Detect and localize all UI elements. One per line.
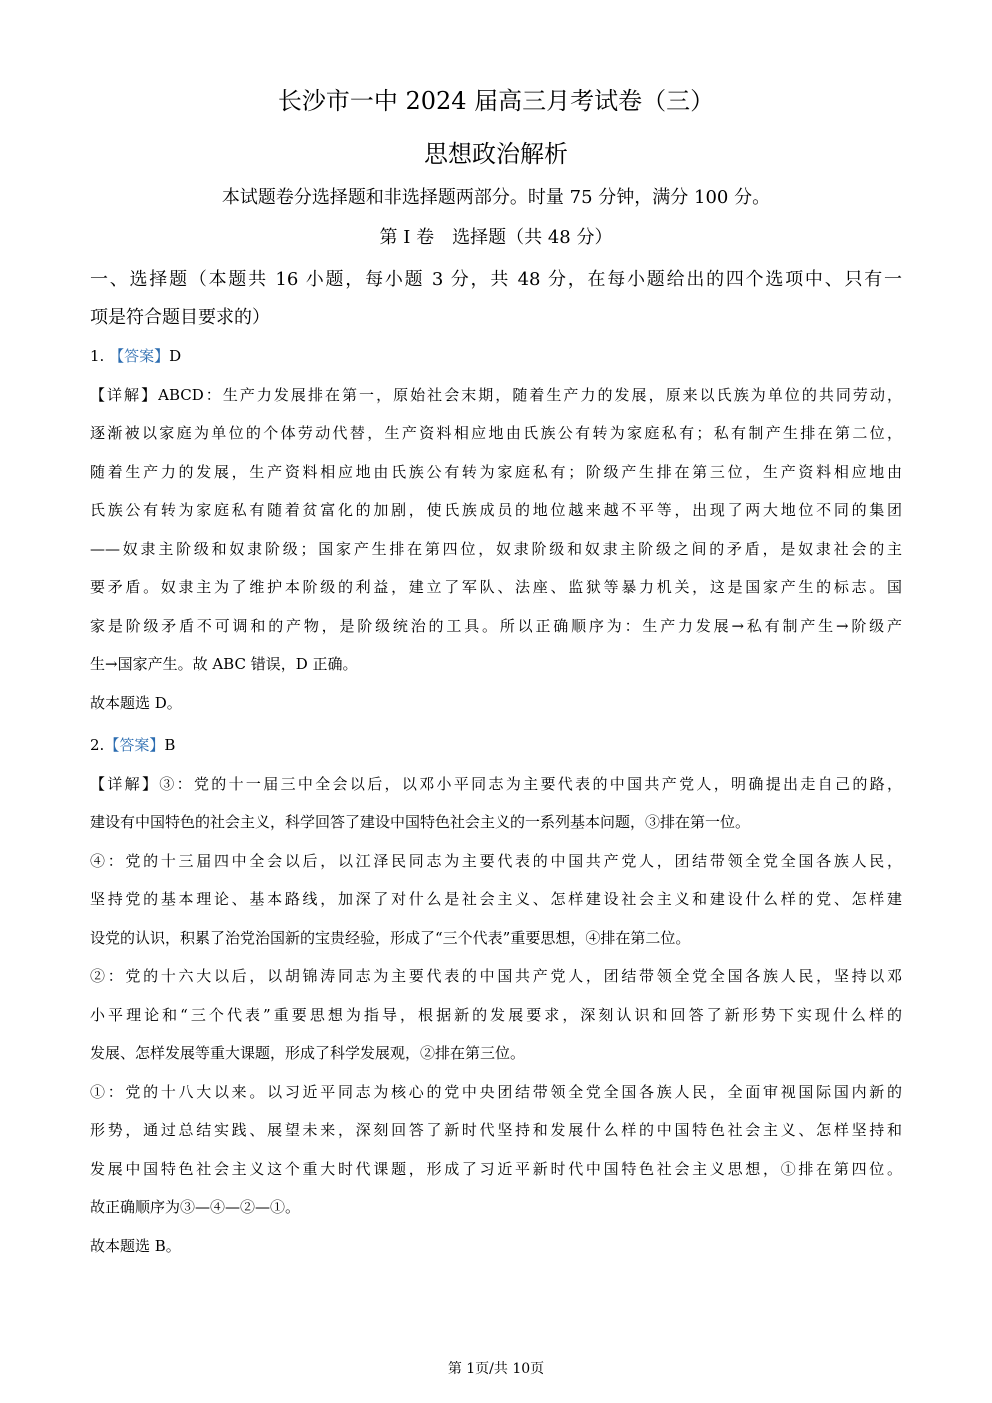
- question-number: 2.: [90, 736, 105, 754]
- question-1: [90, 337, 902, 722]
- answer-value: B: [164, 736, 176, 754]
- conclusion-line: 故本题选 B。: [90, 1236, 181, 1255]
- question-number: 1.: [90, 347, 105, 365]
- explanation-line: ④：党的十三届四中全会以后，以江泽民同志为主要代表的中国共产党人，团结带领全党全国各族人民，: [90, 851, 902, 870]
- answer-tag: 【答案】: [104, 736, 165, 754]
- section-heading-line-2: 项是符合题目要求的）: [90, 307, 270, 328]
- section-heading-line-1: 一、选择题（本题共 16 小题，每小题 3 分，共 48 分，在每小题给出的四个选项中、只有一: [90, 269, 902, 290]
- explanation-line: 小平理论和“三个代表”重要思想为指导，根据新的发展要求，深刻认识和回答了新形势下实现什么样的: [90, 1005, 902, 1024]
- explanation-line: 坚持党的基本理论、基本路线，加深了对什么是社会主义、怎样建设社会主义和建设什么样的党、怎样建: [90, 890, 902, 908]
- explanation-line: 建设有中国特色的社会主义，科学回答了建设中国特色社会主义的一系列基本问题，③排在第一位。: [90, 813, 751, 831]
- explanation-line: 发展中国特色社会主义这个重大时代课题，形成了习近平新时代中国特色社会主义思想，①排在第四位。: [90, 1159, 902, 1178]
- explanation-line: 逐渐被以家庭为单位的个体劳动代替，生产资料相应地由氏族公有转为家庭私有；私有制产生排在第二位，: [90, 424, 902, 442]
- explanation-line: 设党的认识，积累了治党治国新的宝贵经验，形成了“三个代表”重要思想，④排在第二位。: [90, 928, 691, 947]
- part-heading: 第 I 卷 选择题（共 48 分）: [379, 227, 613, 248]
- explanation-line: 家是阶级矛盾不可调和的产物，是阶级统治的工具。所以正确顺序为：生产力发展→私有制产生→阶级产: [90, 616, 902, 635]
- question-2: [90, 726, 902, 1265]
- explanation-line: 【详解】③：党的十一届三中全会以后，以邓小平同志为主要代表的中国共产党人，明确提出走自己的路，: [90, 774, 902, 793]
- answer-value: D: [169, 347, 182, 365]
- exam-title: 长沙市一中 2024 届高三月考试卷（三）: [277, 87, 715, 115]
- explanation-line: 发展、怎样发展等重大课题，形成了科学发展观，②排在第三位。: [90, 1044, 526, 1062]
- conclusion-line: 故本题选 D。: [90, 693, 182, 712]
- explanation-line: 故正确顺序为③—④—②—①。: [90, 1198, 301, 1216]
- explanation-line: ②：党的十六大以后，以胡锦涛同志为主要代表的中国共产党人，团结带领全党全国各族人民，坚持以邓: [90, 967, 902, 985]
- answer-line: [90, 337, 902, 376]
- explanation-line: 形势，通过总结实践、展望未来，深刻回答了新时代坚持和发展什么样的中国特色社会主义、怎样坚持和: [90, 1121, 902, 1139]
- page-number: 第 1页/共 10页: [447, 1361, 545, 1377]
- section-heading: [90, 261, 902, 337]
- exam-subtitle: 思想政治解析: [424, 140, 568, 168]
- explanation-line: ——奴隶主阶级和奴隶阶级；国家产生排在第四位，奴隶阶级和奴隶主阶级之间的矛盾，是奴隶社会的主: [90, 539, 902, 558]
- explanation-line: ①：党的十八大以来。以习近平同志为核心的党中央团结带领全党全国各族人民，全面审视国际国内新的: [90, 1082, 902, 1101]
- explanation-line: 要矛盾。奴隶主为了维护本阶级的利益，建立了军队、法座、监狱等暴力机关，这是国家产生的标志。国: [90, 578, 902, 596]
- explanation-line: 生→国家产生。故 ABC 错误，D 正确。: [90, 655, 358, 673]
- explanation-line: 随着生产力的发展，生产资料相应地由氏族公有转为家庭私有；阶级产生排在第三位，生产资料相应地由: [90, 462, 902, 481]
- answer-line: [90, 726, 902, 765]
- exam-intro: 本试题卷分选择题和非选择题两部分。时量 75 分钟，满分 100 分。: [221, 187, 771, 208]
- explanation-line: 【详解】ABCD：生产力发展排在第一，原始社会末期，随着生产力的发展，原来以氏族为单位的共同劳动，: [90, 385, 902, 404]
- answer-tag: 【答案】: [109, 347, 170, 365]
- explanation-line: 氏族公有转为家庭私有随着贫富化的加剧，使氏族成员的地位越来越不平等，出现了两大地位不同的集团: [90, 501, 902, 519]
